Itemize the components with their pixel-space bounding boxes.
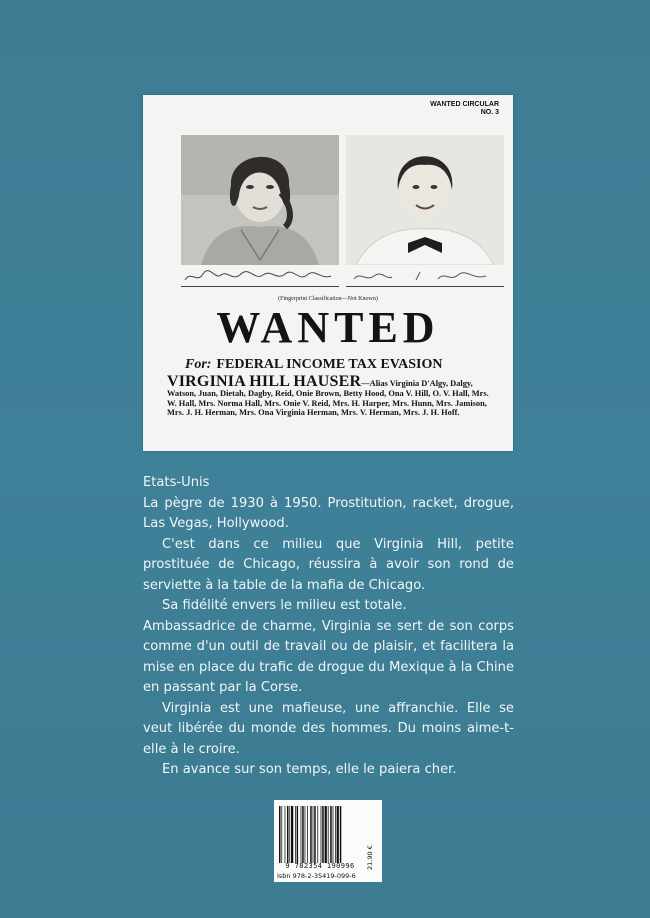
circular-line-2: NO. 3 xyxy=(480,109,499,116)
circular-number xyxy=(430,101,499,117)
isbn-number: Isbn 978-2-35419-099-6 xyxy=(277,872,356,880)
blurb-paragraph: La pègre de 1930 à 1950. Prostitution, racket, drogue, Las Vegas, Hollywood. xyxy=(143,495,514,531)
blurb-paragraph: Etats-Unis xyxy=(143,475,210,490)
signature-left xyxy=(181,266,339,287)
alias-block xyxy=(167,373,497,418)
price-label: 21,90 € xyxy=(366,845,374,870)
barcode-digits: 9 782354 190996 xyxy=(285,862,355,870)
wanted-poster xyxy=(143,95,513,451)
mugshot-photo-left xyxy=(181,135,339,265)
charge-label: For: xyxy=(185,357,212,372)
charge-line xyxy=(185,357,442,373)
barcode-label xyxy=(274,800,382,882)
circular-line-1: WANTED CIRCULAR xyxy=(430,101,499,108)
alias-list: —Alias Virginia D'Algy, Dalgy, Watson, Juan, Dietah, Dagby, Reid, Onie Brown, Betty Hood, Ona V. Hill, O. V. Hall, Mrs. W. Hall, Mrs. Norma Hall, Mrs. Onie V. Reid, Mrs. H. Harper, Mrs. Hunn, Mrs. Jamison, Mrs. J. H. Herman, Mrs. Ona Virginia Herman, Mrs. V. Herman, Mrs. J. H. Hoff. xyxy=(167,379,489,418)
blurb-paragraph: En avance sur son temps, elle le paiera cher. xyxy=(162,762,457,777)
signature-right xyxy=(346,266,504,287)
blurb-paragraph: Virginia est une mafieuse, une affranchie. Elle se veut libérée du monde des hommes. Du moins aime-t-elle à le croire. xyxy=(143,700,514,757)
charge-text: FEDERAL INCOME TAX EVASION xyxy=(216,357,443,372)
mugshot-photo-right xyxy=(346,135,504,265)
blurb-paragraph: C'est dans ce milieu que Virginia Hill, petite prostituée de Chicago, réussira à avoir son rond de serviette à la table de la mafia de Chicago. xyxy=(143,536,514,593)
back-cover-blurb xyxy=(143,473,514,781)
blurb-paragraph: Sa fidélité envers le milieu est totale. xyxy=(162,598,407,613)
barcode-icon xyxy=(278,806,362,863)
fingerprint-note: (Fingerprint Classification—Not Known) xyxy=(278,296,378,302)
fugitive-name: VIRGINIA HILL HAUSER xyxy=(167,373,362,390)
blurb-paragraph: Ambassadrice de charme, Virginia se sert de son corps comme d'un outil de travail ou de plaisir, et facilitera la mise en place du trafic de drogue du Mexique à la Chine en passant par la Corse. xyxy=(143,618,514,695)
wanted-headline: WANTED xyxy=(216,303,440,352)
